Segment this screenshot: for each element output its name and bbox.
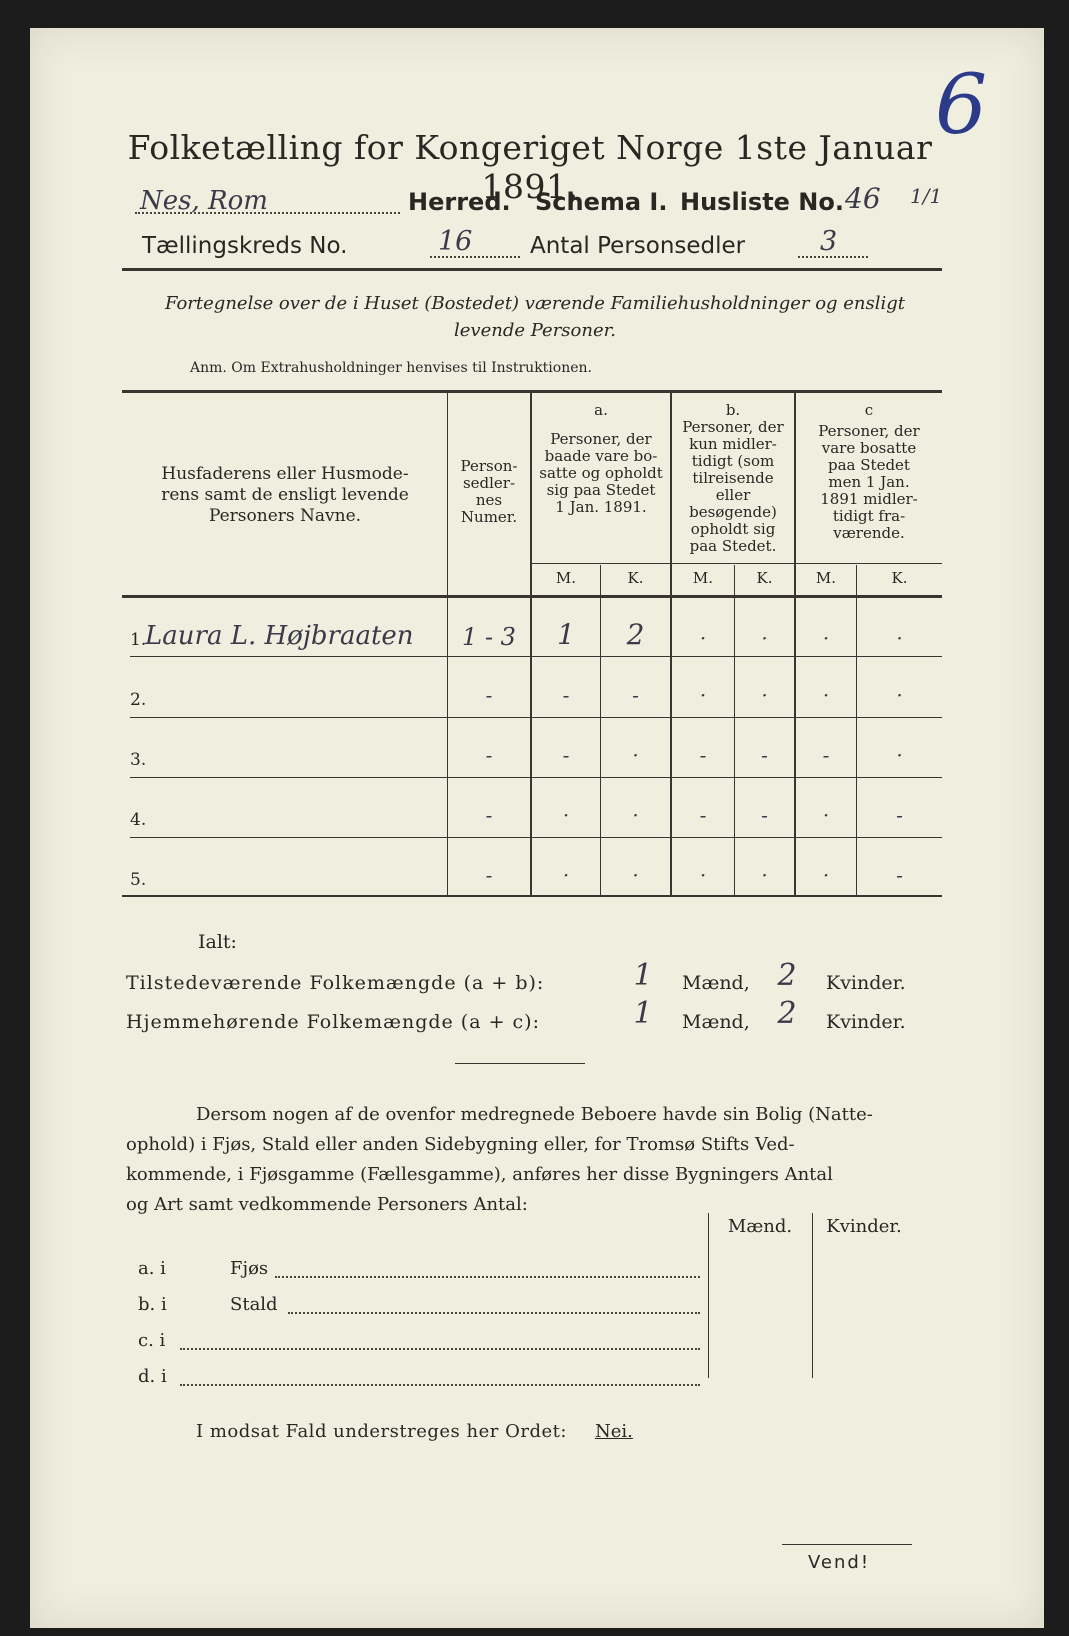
lower-col-divider-1: [708, 1213, 709, 1378]
herred-value: Nes, Rom: [140, 186, 268, 216]
item-a-letter: a. i: [138, 1258, 166, 1279]
hjemme-kvinder-label: Kvinder.: [826, 1011, 906, 1033]
row-c-k: -: [896, 863, 903, 887]
modsat-text: I modsat Fald understreges her Ordet:: [196, 1421, 567, 1442]
row-person-numbers: -: [485, 683, 493, 707]
col-header-b: b. Personer, der kun midler- tidigt (som tilreisende eller besøgende) opholdt sig paa Stedet.: [682, 401, 784, 555]
table-header-rule: [122, 595, 942, 598]
row-a-k: 2: [626, 618, 645, 651]
item-d-dots: [180, 1384, 700, 1386]
row-person-numbers: 1 - 3: [462, 623, 516, 651]
item-d-letter: d. i: [138, 1366, 167, 1387]
row-number: 3.: [130, 750, 147, 770]
hjemme-maend-label: Mænd,: [682, 1011, 750, 1033]
page-number-mark: 6: [935, 58, 988, 153]
row-c-m: ·: [822, 626, 830, 650]
hjemme-label: Hjemmehørende Folkemængde (a + c):: [126, 1011, 540, 1033]
row-c-m: ·: [822, 803, 830, 827]
row-a-m: ·: [562, 863, 570, 887]
row-a-k: ·: [632, 743, 639, 767]
tilstede-maend-label: Mænd,: [682, 972, 750, 994]
row-a-k: ·: [632, 803, 639, 827]
c-m-label: M.: [815, 569, 837, 587]
intro-line-2: levende Personer.: [454, 320, 616, 341]
tilstede-kvinder-value: 2: [777, 958, 797, 993]
row-rule-3: [130, 777, 942, 778]
item-c-letter: c. i: [138, 1330, 166, 1351]
row-b-k: -: [761, 803, 768, 827]
antal-label: Antal Personsedler: [530, 233, 746, 259]
herred-dotted-line: [135, 212, 400, 214]
row-b-m: ·: [699, 683, 707, 707]
tilstede-maend-value: 1: [633, 958, 653, 993]
row-c-m: ·: [822, 863, 830, 887]
a-k-label: K.: [627, 569, 644, 587]
antal-value: 3: [820, 226, 838, 257]
row-b-m: -: [699, 743, 707, 767]
row-a-m: ·: [562, 803, 570, 827]
antal-dotted-line: [798, 256, 868, 258]
intro-line-1: Fortegnelse over de i Huset (Bostedet) værende Familiehusholdninger og ensligt: [164, 293, 906, 314]
vend-label: Vend!: [808, 1552, 871, 1573]
row-b-m: ·: [699, 626, 707, 650]
ialt-label: Ialt:: [198, 931, 237, 953]
col-header-names: Husfaderens eller Husmode- rens samt de ensligt levende Personers Navne.: [161, 464, 409, 526]
kreds-value: 16: [438, 226, 473, 257]
row-c-k: ·: [896, 683, 903, 707]
a-m-label: M.: [555, 569, 577, 587]
item-b-letter: b. i: [138, 1294, 167, 1315]
nei-word: Nei.: [595, 1421, 633, 1442]
section-divider: [455, 1063, 585, 1064]
anm-note: Anm. Om Extrahusholdninger henvises til Instruktionen.: [190, 360, 592, 376]
item-c-dots: [180, 1348, 700, 1350]
c-k-label: K.: [891, 569, 908, 587]
hjemme-maend-value: 1: [633, 996, 653, 1031]
row-c-k: -: [896, 803, 903, 827]
row-number: 1.: [130, 630, 147, 650]
row-number: 2.: [130, 690, 147, 710]
row-a-m: -: [562, 683, 570, 707]
col-divider-b-mk: [734, 565, 735, 895]
col-divider-a-mk: [600, 565, 601, 895]
item-b-label: Stald: [230, 1294, 278, 1315]
row-rule-4: [130, 837, 942, 838]
row-a-k: -: [632, 683, 639, 707]
row-b-k: ·: [761, 863, 768, 887]
row-person-numbers: -: [485, 863, 493, 887]
husliste-value: 46: [845, 182, 881, 215]
row-b-k: ·: [761, 683, 768, 707]
table-top-rule: [122, 390, 942, 393]
herred-label: Herred.: [408, 188, 511, 216]
form-title: Folketælling for Kongeriget Norge 1ste Januar 1891.: [127, 128, 933, 206]
col-header-numbers: Person- sedler- nes Numer.: [460, 457, 518, 526]
kreds-label: Tællingskreds No.: [142, 233, 348, 259]
census-form-page: [30, 28, 1044, 1628]
hjemme-kvinder-value: 2: [777, 996, 797, 1031]
row-c-m: -: [822, 743, 830, 767]
mk-subheader-rule: [532, 563, 942, 564]
row-c-m: ·: [822, 683, 830, 707]
tilstede-label: Tilstedeværende Folkemængde (a + b):: [126, 972, 545, 994]
row-b-k: ·: [761, 626, 768, 650]
row-b-m: -: [699, 803, 707, 827]
col-header-a: a. Personer, der baade vare bo- satte og opholdt sig paa Stedet 1 Jan. 1891.: [539, 401, 663, 516]
schema-label: Schema I.: [535, 188, 668, 216]
row-person-numbers: -: [485, 743, 493, 767]
row-number: 4.: [130, 810, 147, 830]
row-c-k: ·: [896, 626, 903, 650]
row-b-k: -: [761, 743, 768, 767]
husliste-label: Husliste No.: [680, 188, 844, 216]
row-c-k: ·: [896, 743, 903, 767]
row-name: Laura L. Højbraaten: [145, 621, 414, 651]
col-header-c: c Personer, der vare bosatte paa Stedet men 1 Jan. 1891 midler- tidigt fra- værende.: [818, 401, 920, 542]
item-b-dots: [288, 1312, 700, 1314]
row-rule-2: [130, 717, 942, 718]
tilstede-kvinder-label: Kvinder.: [826, 972, 906, 994]
col-divider-c-mk: [856, 565, 857, 895]
row-a-k: ·: [632, 863, 639, 887]
lower-col-divider-2: [812, 1213, 813, 1378]
husliste-fraction: 1/1: [910, 184, 943, 208]
vend-rule: [782, 1544, 912, 1545]
row-a-m: -: [562, 743, 570, 767]
item-a-label: Fjøs: [230, 1258, 269, 1279]
b-k-label: K.: [756, 569, 773, 587]
table-bottom-rule: [122, 895, 942, 897]
kreds-dotted-line: [430, 256, 520, 258]
lower-col-maend: Mænd.: [727, 1216, 793, 1237]
lower-col-kvinder: Kvinder.: [826, 1216, 902, 1237]
row-rule-1: [130, 656, 942, 657]
item-a-dots: [275, 1276, 700, 1278]
row-number: 5.: [130, 870, 147, 890]
header-rule: [122, 268, 942, 271]
row-a-m: 1: [557, 618, 575, 651]
row-b-m: ·: [699, 863, 707, 887]
b-m-label: M.: [692, 569, 714, 587]
row-person-numbers: -: [485, 803, 493, 827]
outbuilding-paragraph: Dersom nogen af de ovenfor medregnede Beboere havde sin Bolig (Natte- ophold) i Fjøs, Stald eller anden Sidebygning eller, for Tromsø Stifts Ved- kommende, i Fjøsgamme (Fællesgamme), anføres her disse Bygningers Antal og Art samt vedkommende Personers Antal:: [126, 1104, 873, 1215]
